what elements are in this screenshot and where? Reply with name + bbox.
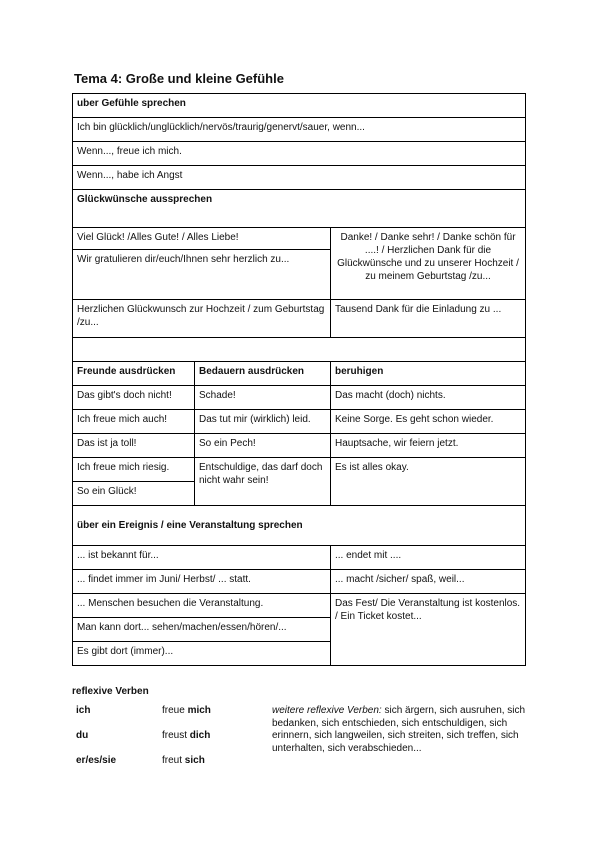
phrase-cell: ... ist bekannt für... <box>73 546 331 570</box>
phrase-cell: Das macht (doch) nichts. <box>331 386 526 410</box>
phrase-cell: ... Menschen besuchen die Veranstaltung. <box>73 594 331 618</box>
reflexive-pronoun: mich <box>187 705 211 716</box>
reflexive-pronoun: sich <box>184 755 205 766</box>
section-heading-feelings: uber Gefühle sprechen <box>73 94 526 118</box>
phrase-cell: Ich freue mich auch! <box>73 410 195 434</box>
verb-form: freust <box>162 730 188 741</box>
more-label: weitere reflexive Verben: <box>272 705 382 716</box>
section-heading-event: über ein Ereignis / eine Veranstaltung sprechen <box>73 506 526 546</box>
spacer-row <box>73 338 526 362</box>
phrase-cell: So ein Glück! <box>73 482 195 506</box>
conjugation-row <box>72 730 272 755</box>
page-title: Tema 4: Große und kleine Gefühle <box>74 71 284 86</box>
conjugation-row <box>72 705 272 730</box>
phrase-cell: Ich freue mich riesig. <box>73 458 195 482</box>
reflexive-pronoun: dich <box>189 730 211 741</box>
verb-form: freue <box>162 705 185 716</box>
phrase-cell: Wenn..., freue ich mich. <box>73 142 526 166</box>
phrase-cell: Tausend Dank für die Einladung zu ... <box>331 300 526 338</box>
phrase-cell: Wenn..., habe ich Angst <box>73 166 526 190</box>
phrase-cell: Schade! <box>195 386 331 410</box>
phrase-cell: ... findet immer im Juni/ Herbst/ ... statt. <box>73 570 331 594</box>
reflexive-verbs-section <box>72 686 532 780</box>
column-header: beruhigen <box>331 362 526 386</box>
reflexive-heading: reflexive Verben <box>72 686 149 697</box>
conjugation-row <box>72 755 272 780</box>
phrase-cell: Es gibt dort (immer)... <box>73 642 331 666</box>
phrase-cell: Viel Glück! /Alles Gute! / Alles Liebe! <box>73 228 331 250</box>
phrase-table <box>72 93 526 666</box>
column-header: Bedauern ausdrücken <box>195 362 331 386</box>
phrase-cell: Wir gratulieren dir/euch/Ihnen sehr herzlich zu... <box>73 250 331 300</box>
phrase-cell: Danke! / Danke sehr! / Danke schön für ....! / Herzlichen Dank für die Glückwünsche und zu unserer Hochzeit / zu meinem Geburtstag /zu... <box>331 228 526 300</box>
phrase-cell: Das tut mir (wirklich) leid. <box>195 410 331 434</box>
phrase-cell: Entschuldige, das darf doch nicht wahr sein! <box>195 458 331 506</box>
conjugation-table <box>72 705 272 780</box>
phrase-cell: Ich bin glücklich/unglücklich/nervös/traurig/genervt/sauer, wenn... <box>73 118 526 142</box>
section-heading-congratulations: Glückwünsche aussprechen <box>73 190 526 228</box>
phrase-cell: Keine Sorge. Es geht schon wieder. <box>331 410 526 434</box>
more-text: sich ärgern, sich ausruhen, sich bedanken, sich entschieden, sich entschuldigen, sich erinnern, sich langweilen, sich streiten, sich treffen, sich unterhalten, sich verabschieden... <box>272 705 526 754</box>
more-reflexive-verbs <box>272 705 527 755</box>
phrase-cell: Das gibt's doch nicht! <box>73 386 195 410</box>
phrase-cell: ... endet mit .... <box>331 546 526 570</box>
phrase-cell: Das ist ja toll! <box>73 434 195 458</box>
pronoun: er/es/sie <box>76 755 117 766</box>
pronoun: du <box>76 730 89 741</box>
phrase-cell: Man kann dort... sehen/machen/essen/hören/... <box>73 618 331 642</box>
pronoun: ich <box>76 705 91 716</box>
phrase-cell: Herzlichen Glückwunsch zur Hochzeit / zum Geburtstag /zu... <box>73 300 331 338</box>
phrase-cell: Das Fest/ Die Veranstaltung ist kostenlos. / Ein Ticket kostet... <box>331 594 526 666</box>
phrase-cell: ... macht /sicher/ spaß, weil... <box>331 570 526 594</box>
phrase-cell: Es ist alles okay. <box>331 458 526 506</box>
verb-form: freut <box>162 755 183 766</box>
phrase-cell: So ein Pech! <box>195 434 331 458</box>
column-header: Freunde ausdrücken <box>73 362 195 386</box>
phrase-cell: Hauptsache, wir feiern jetzt. <box>331 434 526 458</box>
